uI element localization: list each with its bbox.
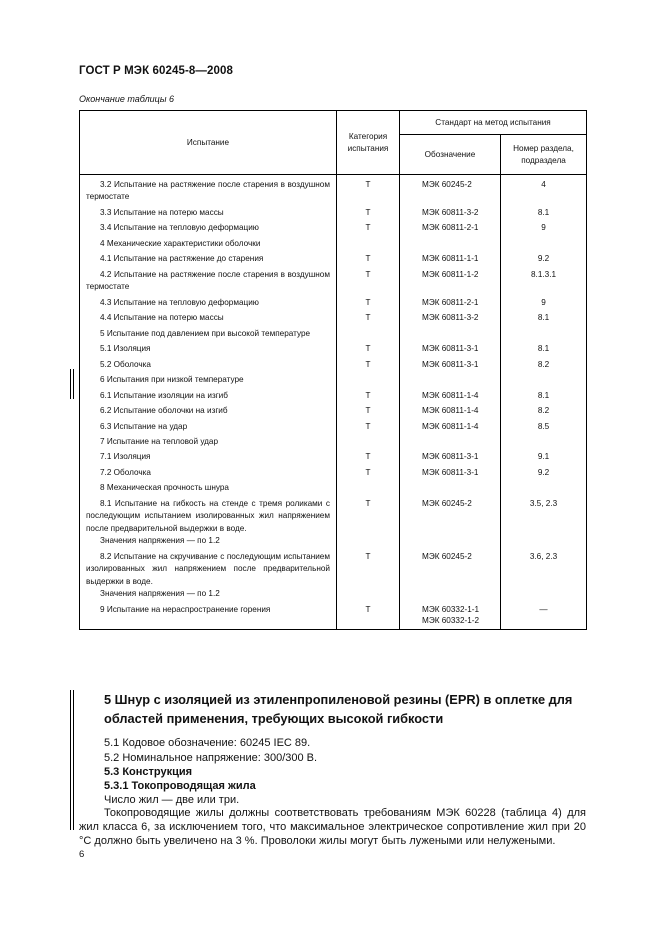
cell-category [337,327,400,342]
cell-designation: МЭК 60811-2-1 [400,296,501,311]
cell-test: 6.2 Испытание оболочки на изгиб [80,404,337,419]
cell-category: Т [337,311,400,326]
section-5-3-heading: 5.3 Конструкция [104,766,193,778]
cell-category: Т [337,342,400,357]
cell-section [501,327,587,342]
table-row [80,237,587,252]
cell-designation [400,373,501,388]
cell-category: Т [337,497,400,550]
cell-test: 4 Механические характеристики оболочки [80,237,337,252]
cell-test: 7.2 Оболочка [80,466,337,481]
cell-designation [400,481,501,496]
cell-category: Т [337,175,400,206]
cell-designation: МЭК 60332-1-1 МЭК 60332-1-2 [400,603,501,630]
cell-category: Т [337,550,400,603]
table-row [80,450,587,465]
cell-designation: МЭК 60811-3-2 [400,311,501,326]
cell-category: Т [337,404,400,419]
cell-section [501,435,587,450]
cell-test: 6 Испытания при низкой температуре [80,373,337,388]
table-row [80,550,587,603]
cell-section: 3.6, 2.3 [501,550,587,603]
section-5-3-1-heading: 5.3.1 Токопроводящая жила [104,780,256,792]
cell-test: 9 Испытание на нераспространение горения [80,603,337,630]
change-bar [70,369,74,399]
cell-category: Т [337,296,400,311]
table-row [80,342,587,357]
cell-category: Т [337,420,400,435]
cell-test: 7 Испытание на тепловой удар [80,435,337,450]
cell-test: 8.1 Испытание на гибкость на стенде с тремя роликами с последующим испытанием изолированных жил напряжением после предварительной выдержки в воде. Значения напряжения — по 1.2 [80,497,337,550]
cell-designation [400,435,501,450]
cell-designation: МЭК 60811-2-1 [400,221,501,236]
cell-test: 7.1 Изоляция [80,450,337,465]
cell-designation: МЭК 60245-2 [400,497,501,550]
cell-designation [400,237,501,252]
cell-category: Т [337,450,400,465]
header-standard: Стандарт на метод испытания [400,111,587,135]
cell-designation: МЭК 60245-2 [400,175,501,206]
cell-category: Т [337,603,400,630]
cell-section [501,373,587,388]
cell-designation: МЭК 60811-3-1 [400,466,501,481]
table-caption: Окончание таблицы 6 [79,94,174,104]
cell-test: 4.4 Испытание на потерю массы [80,311,337,326]
cell-section: 9.2 [501,252,587,267]
cell-test: 3.3 Испытание на потерю массы [80,206,337,221]
table-row [80,327,587,342]
cell-category [337,481,400,496]
cell-section: 8.1 [501,342,587,357]
cell-test: 8.2 Испытание на скручивание с последующим испытанием изолированных жил напряжением после предварительной выдержки в воде. Значения напряжения — по 1.2 [80,550,337,603]
table-row [80,497,587,550]
cell-category [337,435,400,450]
cell-test: 3.4 Испытание на тепловую деформацию [80,221,337,236]
table-row [80,404,587,419]
cell-test: 4.3 Испытание на тепловую деформацию [80,296,337,311]
cell-test: 6.3 Испытание на удар [80,420,337,435]
cell-section: 3.5, 2.3 [501,497,587,550]
cell-designation: МЭК 60811-1-4 [400,404,501,419]
table-row [80,268,587,296]
cell-section: 8.5 [501,420,587,435]
table-row [80,311,587,326]
cell-designation: МЭК 60811-3-1 [400,358,501,373]
cell-designation: МЭК 60245-2 [400,550,501,603]
cell-section: 8.1 [501,311,587,326]
section-5-3-1-text: Токопроводящие жилы должны соответствовать требованиям МЭК 60228 (таблица 4) для жил класса 6, за исключением того, что максимальное электрическое сопротивление жил при 20 °C должно быть увеличено на 3 %. Проволоки жилы могут быть лужеными или нелужеными. [79,807,586,847]
header-designation: Обозначение [400,135,501,175]
cell-category [337,237,400,252]
cell-test: 3.2 Испытание на растяжение после старения в воздушном термостате [80,175,337,206]
cell-test: 5.2 Оболочка [80,358,337,373]
cell-test: 5.1 Изоляция [80,342,337,357]
table-row [80,206,587,221]
cell-section: 8.2 [501,358,587,373]
cell-category: Т [337,221,400,236]
cell-test: 4.2 Испытание на растяжение после старения в воздушном термостате [80,268,337,296]
cell-category: Т [337,206,400,221]
table-row [80,466,587,481]
cell-designation: МЭК 60811-3-2 [400,206,501,221]
table-row [80,389,587,404]
header-test: Испытание [80,111,337,175]
cell-designation: МЭК 60811-1-4 [400,389,501,404]
table-row [80,252,587,267]
document-header: ГОСТ Р МЭК 60245-8—2008 [79,65,233,77]
section-5-1: 5.1 Кодовое обозначение: 60245 IEC 89. [104,737,311,749]
cell-section [501,481,587,496]
table-row [80,420,587,435]
cell-test: 6.1 Испытание изоляции на изгиб [80,389,337,404]
cell-section: — [501,603,587,630]
table-row [80,435,587,450]
test-table [79,110,587,630]
page-number: 6 [79,849,85,860]
table-row [80,175,587,206]
cell-category: Т [337,358,400,373]
table-row [80,481,587,496]
cell-section: 9.1 [501,450,587,465]
change-bar [70,690,74,830]
cell-section [501,237,587,252]
header-category: Категория испытания [337,111,400,175]
cell-category: Т [337,268,400,296]
table-row [80,296,587,311]
header-section: Номер раздела, подраздела [501,135,587,175]
cell-category [337,373,400,388]
cell-designation: МЭК 60811-1-4 [400,420,501,435]
cell-designation: МЭК 60811-3-1 [400,450,501,465]
cell-designation [400,327,501,342]
cell-category: Т [337,389,400,404]
cell-section: 9 [501,221,587,236]
cell-section: 8.1 [501,206,587,221]
table-row [80,358,587,373]
cell-test: 4.1 Испытание на растяжение до старения [80,252,337,267]
cell-category: Т [337,466,400,481]
cell-test: 5 Испытание под давлением при высокой температуре [80,327,337,342]
cell-section: 8.2 [501,404,587,419]
section-5-2: 5.2 Номинальное напряжение: 300/300 В. [104,752,318,764]
section-5-3-1-count: Число жил — две или три. [104,794,240,806]
cell-designation: МЭК 60811-1-1 [400,252,501,267]
cell-section: 8.1 [501,389,587,404]
section-5-title: 5 Шнур с изоляцией из этиленпропиленовой резины (EPR) в оплетке для областей применения, требующих высокой гибкости [104,692,573,726]
cell-designation: МЭК 60811-1-2 [400,268,501,296]
table-row [80,373,587,388]
table-row [80,603,587,630]
cell-section: 9.2 [501,466,587,481]
cell-section: 8.1.3.1 [501,268,587,296]
cell-section: 9 [501,296,587,311]
cell-section: 4 [501,175,587,206]
cell-designation: МЭК 60811-3-1 [400,342,501,357]
table-row [80,221,587,236]
cell-category: Т [337,252,400,267]
cell-test: 8 Механическая прочность шнура [80,481,337,496]
